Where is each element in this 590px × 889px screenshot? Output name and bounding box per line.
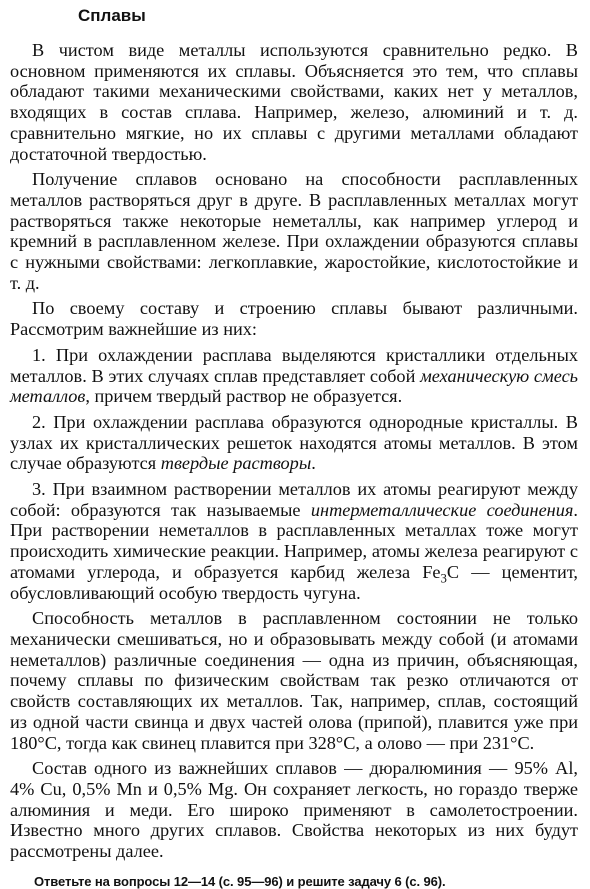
term-intermetallic: интерметаллические соединения bbox=[310, 499, 574, 520]
para-text: . bbox=[311, 453, 316, 474]
formula-c: C bbox=[446, 561, 460, 582]
para-text: 1. При охлаждении расплава выделяются кристаллики отдельных металлов. В этих случаях сплав представляет собой bbox=[10, 344, 578, 386]
para-text: . При растворении неметаллов в расплавленных металлах тоже могут происходить химические реакции. Например, атомы железа реагируют с атомами углерода, и образуется карбид железа bbox=[10, 499, 578, 582]
exercise-footer: Ответьте на вопросы 12—14 (с. 95—96) и решите задачу 6 (с. 96). bbox=[34, 873, 446, 889]
paragraph-intermetallic bbox=[10, 479, 578, 603]
paragraph-intro: В чистом виде металлы используются сравнительно редко. В основном применяются их сплавы. Объясняется это тем, что сплавы обладают такими механическими свойствами, каких нет у металлов, входящих в состав сплава. Например, железо, алюминий и т. д. сравнительно мягкие, но их сплавы с другими металлами обладают достаточной твердостью. bbox=[10, 40, 578, 164]
formula-subscript: 3 bbox=[440, 571, 447, 586]
section-heading: Сплавы bbox=[78, 6, 146, 25]
paragraph-obtaining: Получение сплавов основано на способности расплавленных металлов растворяться друг в друге. В расплавленных металлах могут растворяться также некоторые неметаллы, как например углерод и кремний в расплавленном железе. При охлаждении образуются сплавы с нужными свойствами: легкоплавкие, жаростойкие, кислотостойкие и т. д. bbox=[10, 169, 578, 293]
paragraph-types-intro: По своему составу и строению сплавы бывают различными. Рассмотрим важнейшие из них: bbox=[10, 298, 578, 340]
para-text: 2. При охлаждении расплава образуются однородные кристаллы. В узлах их кристаллических решеток находятся атомы металлов. В этом случае образуются bbox=[10, 411, 578, 474]
para-text: , причем твердый раствор не образуется. bbox=[85, 386, 403, 407]
paragraph-solid-solutions bbox=[10, 412, 578, 474]
term-solid-solutions: твердые растворы bbox=[160, 453, 312, 474]
formula-fe: Fe bbox=[422, 561, 441, 582]
para-text: 3. При взаимном растворении металлов их атомы реагируют между собой: образуются так называемые bbox=[10, 479, 578, 520]
paragraph-duralumin: Состав одного из важнейших сплавов — дюралюминия — 95% Al, 4% Cu, 0,5% Mn и 0,5% Mg. Он сохраняет легкость, но гораздо тверже алюминия и меди. Его широко применяют в самолетостроении. Известно много других сплавов. Свойства некоторых из них будут рассмотрены далее. bbox=[10, 758, 578, 862]
term-mechanical-mixture: механическую смесь металлов bbox=[10, 365, 579, 407]
para-text: — цементит, обусловливающий особую твердость чугуна. bbox=[10, 561, 579, 603]
formula-cementite bbox=[422, 561, 460, 586]
paragraph-mechanical-mixture bbox=[10, 345, 578, 407]
paragraph-ability: Способность металлов в расплавленном состоянии не только механически смешиваться, но и образовывать между собой (и атомами неметаллов) различные соединения — одна из причин, объясняющая, почему сплавы по физическим свойствам так резко отличаются от свойств составляющих их металлов. Так, например, сплав, состоящий из одной части свинца и двух частей олова (припой), плавится уже при 180°С, тогда как свинец плавится при 328°С, а олово — при 231°С. bbox=[10, 608, 578, 753]
